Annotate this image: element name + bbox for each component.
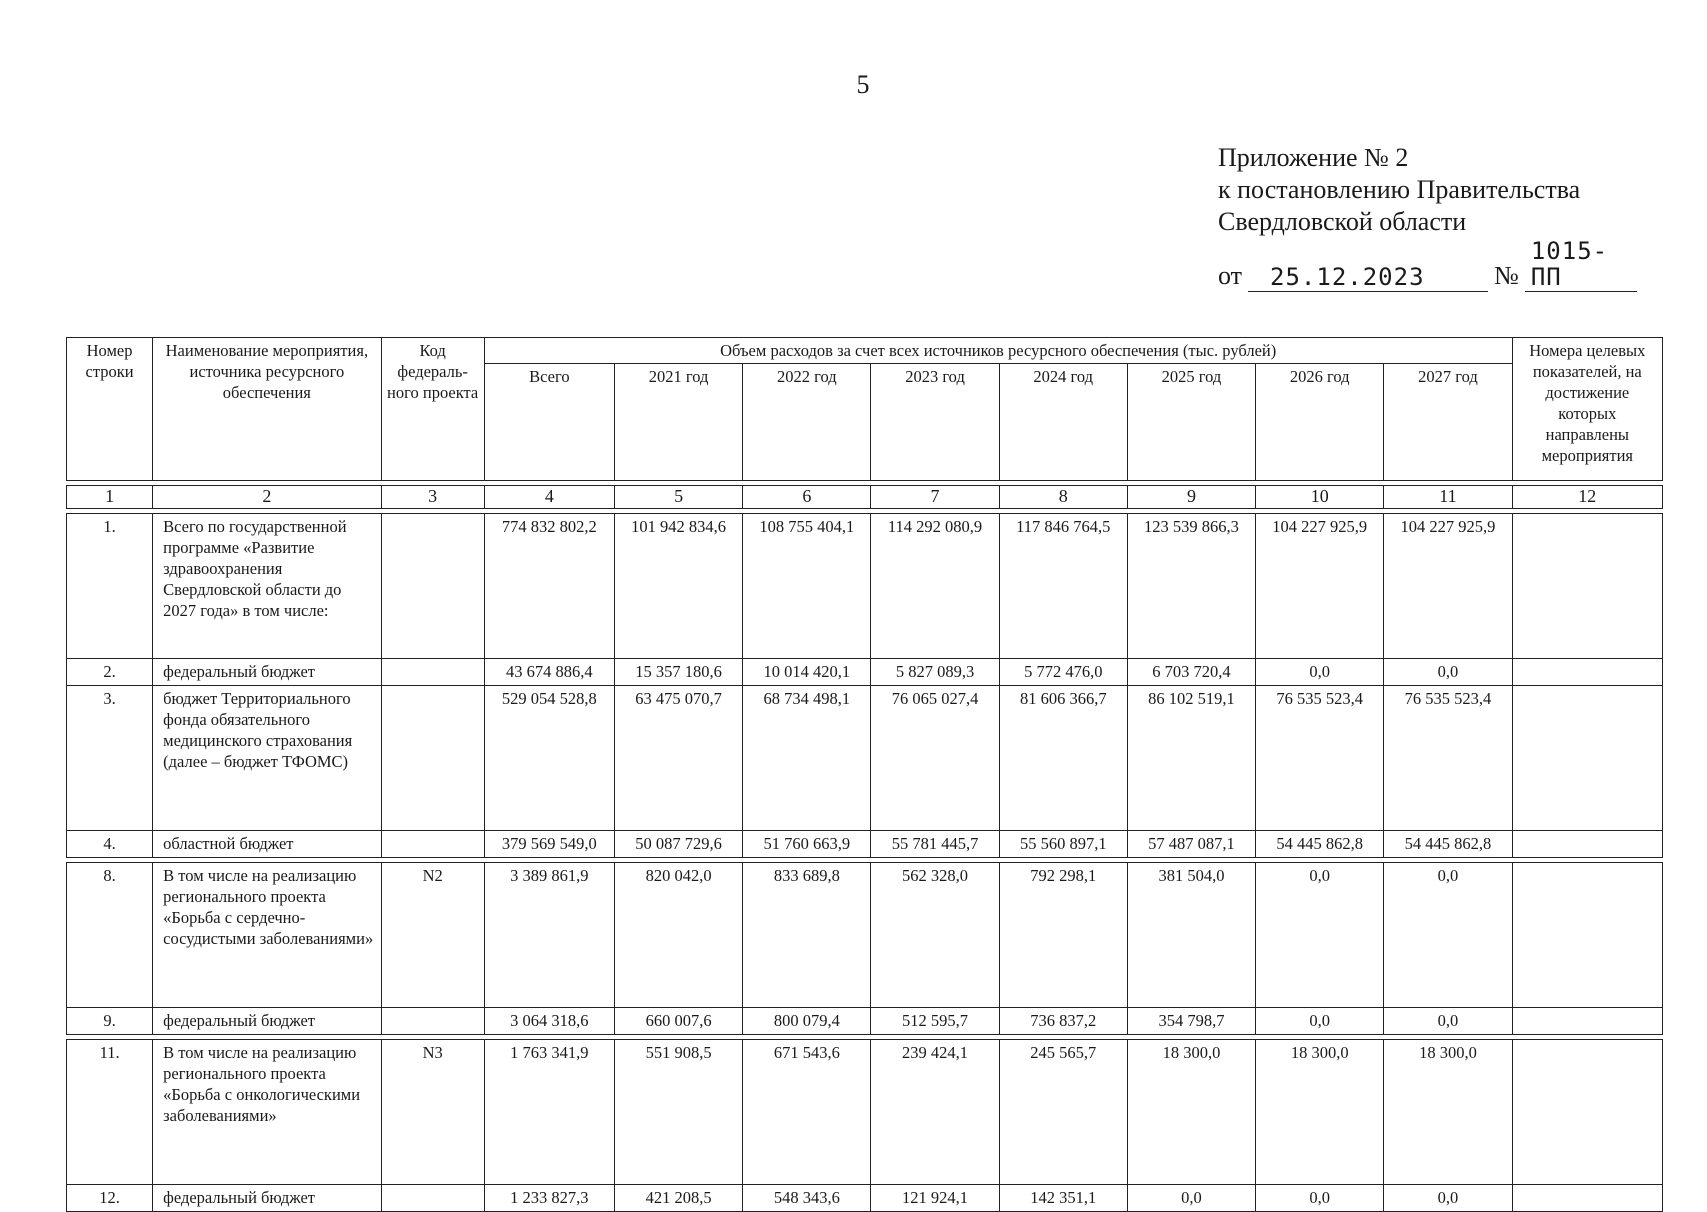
row-2024: 5 772 476,0 (999, 659, 1127, 686)
row-total: 43 674 886,4 (484, 659, 614, 686)
row-number: 1. (67, 514, 153, 659)
row-2021: 15 357 180,6 (614, 659, 742, 686)
row-2023: 114 292 080,9 (871, 514, 999, 659)
row-total: 1 233 827,3 (484, 1185, 614, 1212)
row-2024: 245 565,7 (999, 1040, 1127, 1185)
table-row (67, 686, 1663, 831)
column-index: 3 (381, 486, 484, 509)
header-2024: 2024 год (999, 364, 1127, 481)
row-2027: 104 227 925,9 (1384, 514, 1512, 659)
row-2022: 51 760 663,9 (743, 831, 871, 858)
row-2024: 55 560 897,1 (999, 831, 1127, 858)
row-2026: 76 535 523,4 (1256, 686, 1384, 831)
row-number: 3. (67, 686, 153, 831)
column-index: 8 (999, 486, 1127, 509)
row-2022: 671 543,6 (743, 1040, 871, 1185)
row-name: областной бюджет (153, 831, 381, 858)
row-name: В том числе на реализацию регионального проекта «Борьба с сердечно-сосудистыми заболеваниями» (153, 863, 381, 1008)
row-2026: 0,0 (1256, 863, 1384, 1008)
row-federal-code (381, 659, 484, 686)
row-name: бюджет Территориального фонда обязательного медицинского страхования (далее – бюджет ТФОМС) (153, 686, 381, 831)
row-2023: 239 424,1 (871, 1040, 999, 1185)
number-prefix: № (1494, 261, 1519, 290)
row-2027: 0,0 (1384, 1185, 1512, 1212)
row-2021: 421 208,5 (614, 1185, 742, 1212)
header-2027: 2027 год (1384, 364, 1512, 481)
row-targets (1512, 1040, 1662, 1185)
row-targets (1512, 514, 1662, 659)
row-2026: 54 445 862,8 (1256, 831, 1384, 858)
row-targets (1512, 686, 1662, 831)
resource-table (66, 337, 1663, 1212)
row-2027: 0,0 (1384, 1008, 1512, 1035)
row-federal-code: N3 (381, 1040, 484, 1185)
header-targets: Номера целевых показателей, на достижение которых направлены мероприятия (1512, 338, 1662, 481)
row-2024: 142 351,1 (999, 1185, 1127, 1212)
header-row-number: Номер строки (67, 338, 153, 481)
row-name: федеральный бюджет (153, 659, 381, 686)
row-2026: 0,0 (1256, 1185, 1384, 1212)
date-value: 25.12.2023 (1248, 264, 1488, 292)
row-2027: 0,0 (1384, 659, 1512, 686)
table-row (67, 863, 1663, 1008)
row-2022: 68 734 498,1 (743, 686, 871, 831)
row-2027: 0,0 (1384, 863, 1512, 1008)
resource-table-wrap (66, 337, 1663, 1212)
row-number: 8. (67, 863, 153, 1008)
header-2025: 2025 год (1127, 364, 1255, 481)
row-2023: 55 781 445,7 (871, 831, 999, 858)
row-name: федеральный бюджет (153, 1008, 381, 1035)
row-total: 529 054 528,8 (484, 686, 614, 831)
row-2023: 562 328,0 (871, 863, 999, 1008)
date-prefix: от (1218, 261, 1243, 290)
row-2026: 18 300,0 (1256, 1040, 1384, 1185)
column-index: 12 (1512, 486, 1662, 509)
row-targets (1512, 1185, 1662, 1212)
row-2021: 50 087 729,6 (614, 831, 742, 858)
row-2025: 123 539 866,3 (1127, 514, 1255, 659)
row-2027: 18 300,0 (1384, 1040, 1512, 1185)
row-total: 3 389 861,9 (484, 863, 614, 1008)
row-2026: 0,0 (1256, 1008, 1384, 1035)
column-index: 11 (1384, 486, 1512, 509)
row-federal-code (381, 514, 484, 659)
row-2021: 551 908,5 (614, 1040, 742, 1185)
header-2023: 2023 год (871, 364, 999, 481)
row-targets (1512, 863, 1662, 1008)
row-2021: 820 042,0 (614, 863, 742, 1008)
row-2023: 512 595,7 (871, 1008, 999, 1035)
column-index: 4 (484, 486, 614, 509)
row-number: 2. (67, 659, 153, 686)
row-2024: 81 606 366,7 (999, 686, 1127, 831)
row-2021: 63 475 070,7 (614, 686, 742, 831)
column-index-row (67, 486, 1663, 509)
row-number: 9. (67, 1008, 153, 1035)
page-number: 5 (856, 70, 870, 99)
row-total: 3 064 318,6 (484, 1008, 614, 1035)
row-total: 1 763 341,9 (484, 1040, 614, 1185)
column-index: 10 (1256, 486, 1384, 509)
row-number: 12. (67, 1185, 153, 1212)
column-index: 5 (614, 486, 742, 509)
column-index: 1 (67, 486, 153, 509)
row-2025: 354 798,7 (1127, 1008, 1255, 1035)
column-index: 2 (153, 486, 381, 509)
row-2024: 117 846 764,5 (999, 514, 1127, 659)
row-2022: 800 079,4 (743, 1008, 871, 1035)
appendix-region: Свердловской области (1218, 207, 1467, 236)
row-federal-code (381, 1008, 484, 1035)
row-name: В том числе на реализацию регионального проекта «Борьба с онкологическими заболеваниями» (153, 1040, 381, 1185)
row-federal-code (381, 686, 484, 831)
row-name: федеральный бюджет (153, 1185, 381, 1212)
row-2027: 54 445 862,8 (1384, 831, 1512, 858)
row-2022: 548 343,6 (743, 1185, 871, 1212)
header-name: Наименование мероприятия, источника ресурсного обеспечения (153, 338, 381, 481)
column-index: 9 (1127, 486, 1255, 509)
row-2025: 18 300,0 (1127, 1040, 1255, 1185)
row-2024: 736 837,2 (999, 1008, 1127, 1035)
row-targets (1512, 831, 1662, 858)
table-row (67, 514, 1663, 659)
header-2021: 2021 год (614, 364, 742, 481)
row-2021: 660 007,6 (614, 1008, 742, 1035)
row-2022: 108 755 404,1 (743, 514, 871, 659)
table-row (67, 1040, 1663, 1185)
row-2021: 101 942 834,6 (614, 514, 742, 659)
number-value: 1015-ПП (1525, 238, 1637, 292)
row-2025: 6 703 720,4 (1127, 659, 1255, 686)
row-2023: 76 065 027,4 (871, 686, 999, 831)
row-2025: 0,0 (1127, 1185, 1255, 1212)
table-row (67, 1008, 1663, 1035)
appendix-title: Приложение № 2 (1218, 143, 1409, 172)
row-targets (1512, 659, 1662, 686)
row-name: Всего по государственной программе «Развитие здравоохранения Свердловской области до 2027 года» в том числе: (153, 514, 381, 659)
header-2026: 2026 год (1256, 364, 1384, 481)
row-2027: 76 535 523,4 (1384, 686, 1512, 831)
appendix-header (1218, 142, 1637, 292)
row-2026: 0,0 (1256, 659, 1384, 686)
table-row (67, 831, 1663, 858)
row-total: 774 832 802,2 (484, 514, 614, 659)
header-2022: 2022 год (743, 364, 871, 481)
row-federal-code (381, 1185, 484, 1212)
row-targets (1512, 1008, 1662, 1035)
header-expenses-group: Объем расходов за счет всех источников ресурсного обеспечения (тыс. рублей) (484, 338, 1512, 364)
row-2022: 833 689,8 (743, 863, 871, 1008)
header-total: Всего (484, 364, 614, 481)
appendix-date-number (1218, 238, 1637, 292)
row-2026: 104 227 925,9 (1256, 514, 1384, 659)
row-federal-code: N2 (381, 863, 484, 1008)
row-2023: 121 924,1 (871, 1185, 999, 1212)
row-number: 11. (67, 1040, 153, 1185)
appendix-resolution: к постановлению Правительства (1218, 175, 1581, 204)
row-2024: 792 298,1 (999, 863, 1127, 1008)
row-2025: 381 504,0 (1127, 863, 1255, 1008)
table-row (67, 1185, 1663, 1212)
row-2022: 10 014 420,1 (743, 659, 871, 686)
row-2023: 5 827 089,3 (871, 659, 999, 686)
row-federal-code (381, 831, 484, 858)
column-index: 7 (871, 486, 999, 509)
row-total: 379 569 549,0 (484, 831, 614, 858)
column-index: 6 (743, 486, 871, 509)
row-2025: 86 102 519,1 (1127, 686, 1255, 831)
row-number: 4. (67, 831, 153, 858)
table-row (67, 659, 1663, 686)
row-2025: 57 487 087,1 (1127, 831, 1255, 858)
header-federal-code: Код федераль-ного проекта (381, 338, 484, 481)
